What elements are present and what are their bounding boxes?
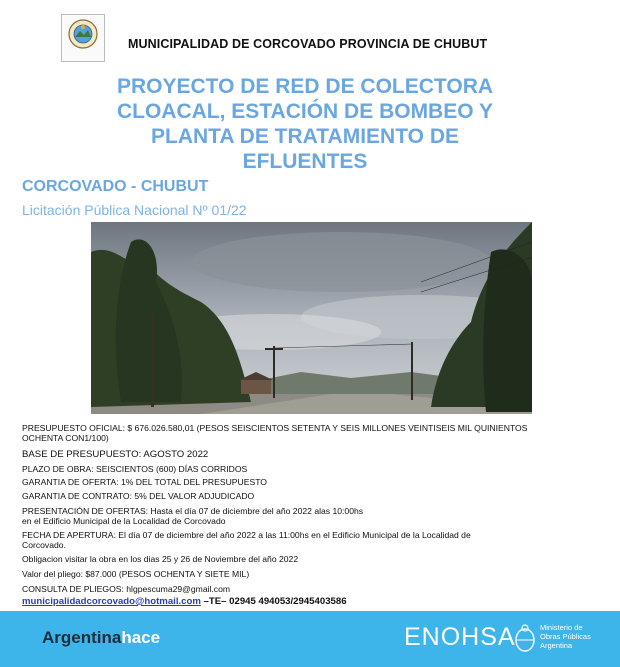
ministerio-logo <box>540 623 610 650</box>
landscape-photo <box>91 222 532 414</box>
project-title-line: EFLUENTES <box>242 150 368 173</box>
presupuesto-line: OCHENTA CON1/100) <box>22 432 109 443</box>
plazo-obra: PLAZO DE OBRA: SEISCIENTOS (600) DÍAS CORRIDOS <box>22 464 248 474</box>
hace-text: hace <box>121 628 161 647</box>
licitacion-number: Licitación Pública Nacional Nº 01/22 <box>22 202 247 218</box>
ministerio-line: Obras Públicas <box>540 632 591 641</box>
argentina-text: Argentina <box>42 628 122 647</box>
visita-obra: Obligacion visitar la obra en los dias 25 y 26 de Noviembre del año 2022 <box>22 554 299 564</box>
project-title-line: PROYECTO DE RED DE COLECTORA <box>116 75 494 98</box>
garantia-contrato: GARANTIA DE CONTRATO: 5% DEL VALOR ADJUDICADO <box>22 491 255 501</box>
presupuesto-line: PRESUPUESTO OFICIAL: $ 676.026.580,01 (PESOS SEISCIENTOS SETENTA Y SEIS MILLONES VEINTISEIS MIL QUINIENTOS <box>22 423 528 433</box>
garantia-oferta: GARANTIA DE OFERTA: 1% DEL TOTAL DEL PRESUPUESTO <box>22 477 267 487</box>
apertura-line: FECHA DE APERTURA: El día 07 de diciembre del año 2022 a las 11:00hs en el Edificio Municipal de la Localidad de <box>22 530 471 540</box>
contact-line <box>22 597 542 607</box>
municipal-seal-logo <box>61 14 105 62</box>
project-title-line: PLANTA DE TRATAMIENTO DE <box>151 125 459 148</box>
fecha-apertura <box>22 531 542 550</box>
location-heading: CORCOVADO - CHUBUT <box>22 178 209 195</box>
presentacion-ofertas <box>22 507 542 526</box>
ministerio-line: Argentina <box>540 641 573 650</box>
argentina-hace-logo <box>42 628 160 648</box>
telefono: –TE– 02945 494053/2945403586 <box>200 596 347 607</box>
valor-pliego: Valor del pliego: $87.000 (PESOS OCHENTA Y SIETE MIL) <box>22 569 250 579</box>
presentacion-line: PRESENTACIÓN DE OFERTAS: Hasta el día 07 de diciembre del año 2022 alas 10:00hs <box>22 506 364 516</box>
consulta-pliegos: CONSULTA DE PLIEGOS: hlgpescuma29@gmail.com <box>22 584 231 594</box>
ministerio-line: Ministerio de <box>540 623 583 632</box>
presentacion-line: en el Edificio Municipal de la Localidad de Corcovado <box>22 515 226 526</box>
national-shield-icon <box>514 623 536 658</box>
email-link[interactable]: municipalidadcorcovado@hotmail.com <box>22 596 201 607</box>
project-title <box>80 74 530 174</box>
enohsa-logo: ENOHSA <box>404 623 516 651</box>
project-title-line: CLOACAL, ESTACIÓN DE BOMBEO Y <box>116 100 494 123</box>
footer-banner <box>0 611 620 667</box>
apertura-line: Corcovado. <box>22 539 66 550</box>
base-presupuesto: BASE DE PRESUPUESTO: AGOSTO 2022 <box>22 449 209 460</box>
page-header-title: MUNICIPALIDAD DE CORCOVADO PROVINCIA DE CHUBUT <box>128 37 488 51</box>
presupuesto-oficial <box>22 424 542 443</box>
